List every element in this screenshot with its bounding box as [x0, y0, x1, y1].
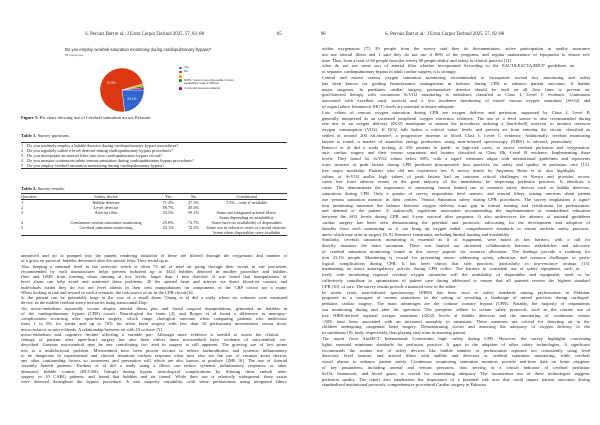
left-running-head: S. Pervaiz Butt et al.: J Extra Corpor Technol 2025, 57, 82–88: [85, 32, 205, 37]
text-line-content: tive major morbidity. Patients who did not experience low A survey article by Anyanwu Rutto et al. also highlights: [322, 167, 575, 173]
text-line-content: standardized institutional protocols, comprehensive procedural Cardiac surgery in Pakistan.: [322, 382, 487, 388]
chart-legend: [179, 66, 234, 91]
text-line-content: device. in the middle cerebral artery territories using transcranial Dop-: [21, 300, 148, 306]
text-line-content: micro-infarcts or micro-bleeds. A relationship between air with 10 or more [5].: [21, 326, 163, 332]
text-line-content: described. Gaseous microemboli may be one contributing fac- ated in surgery is still apparent. The growing use of low prime: [21, 342, 288, 348]
safety-device: Continuous venous saturation monitoring: [70, 220, 142, 225]
text-line-content: lactate is found, a marker of anaerobic energy production. using near-infrared spectroscopy (NIRS) is advised, particularly: [322, 138, 572, 144]
pie-data-label: 23.1%: [127, 96, 137, 101]
pie-chart-figure: [63, 46, 239, 114]
left-page-number: 85: [277, 32, 282, 37]
column-header: Question: [21, 194, 57, 200]
text-line-content: detectors, level sensors, and arterial filters with audible and detectors or cerebral saturation monitoring, while cerebral: [322, 353, 590, 359]
text-line-content: Similarly, cerebral saturation monitoring is essential as it of equipment, were noted as key barriers, with a call for: [322, 237, 591, 243]
text-line-content: oxygen consumption (VO2). If DO2 falls below a critical value, levels and prevent air from entering the circuit, classified as: [322, 127, 591, 133]
text-line-content: major surgeries. In paediatric cardiac surgery, perioperative detector should be used on all flow lines to prevent air: [322, 86, 590, 92]
text-line-content: surgery in 10 CABG patients, and found that bubbles and air tioned. While their use is relatively widespread, there exists: [21, 373, 287, 379]
text-line-content: maintaining an intact autoregulatory activity during CPB collec- The barriers to consistent use of safety equipment, such as: [322, 266, 580, 272]
text-line-content: Air micro-embolism reportedly occurs despite arterial filters pler and found surgical manipulations, generated air bubbles in: [21, 305, 288, 311]
no-percent: 72.7%: [188, 220, 200, 225]
column-header: Yes: [155, 194, 180, 200]
empty-cell: [21, 230, 57, 235]
text-line-content: The report from AmSECT International Consortium high- safety during CPB. However, the survey highlights concerning: [322, 336, 591, 341]
text-line-content: Also keeping a minimal level in the reservoir which is often 73 ml of total air going through their circuit in one procedure,: [21, 263, 288, 269]
text-line-content: flow and GME from forming when running at low levels. larger than 1 mm detected. It was found that manipulations of: [21, 274, 287, 279]
text-line-content: centage of patients after open-heart surgery has also been effects these microemboli have, evidence of microemboli cre-: [21, 337, 287, 342]
conditional-note: Some use in selective cases of carotid stenosis.: [206, 225, 287, 230]
text-line-content: of organ failure. hematocrit (HCT) levels are essential to ensure adequate: [322, 104, 454, 109]
text-line-content: recommended by each manufacturer helps prevent turbulent up to 3424 bubbles detected in another procedure and bubbles: [21, 268, 287, 274]
text-line-content: to be dangerous in experimental and clinical situations without response often now also see the use of vacuum assist devices: [21, 352, 287, 358]
text-line-content: benefits from such monitoring as it can bring up oxygen imbal- comprehensive standards to ensure uniform safety practices.: [322, 225, 590, 231]
legend-label: NIRS. Some times disposable probes availability make it difficult: [184, 77, 234, 86]
text-line-content: saturations during CPB. Only a quarter of survey respondents level sensors, and arterial filters, raising concerns about patient: [322, 191, 591, 196]
question-text: Do you routinely employ a bubble detector during cardiopulmonary bypass procedures?: [27, 143, 179, 148]
text-line-content: use venous saturation monitor in their centres. Venous Saturation safety during CPB procedures. The survey emphasizes a signif-: [322, 196, 591, 202]
survey-questions-table: [21, 142, 287, 169]
text-line-content: come free from adverse events in the great majority of the mendations for improving perfusion practices. It identifies a: [322, 179, 590, 185]
text-line-content: certainly benefit patients. Furthers et al did a study using a filters can reduce systemic inflammatory responses or other: [21, 363, 287, 369]
text-line-content: atric cardiac surgery and their venous saturations and lactates classified as Class IIb, Level B evidence. Implementing these: [322, 150, 591, 156]
text-line-content: any other confounding factors so awareness and prevention will which are also known to produce GME [6]. The use of Arterial: [21, 358, 288, 363]
text-line-content: ultrasonic bubble counter (BCC300, Gampt) during bypass neurological complications by filtering these emboli men-: [21, 368, 287, 374]
text-line-content: Central and mixed venous oxygen saturation monitoring recommended to incorporate several key monitoring and safety: [322, 75, 591, 80]
legend-item: [179, 87, 234, 91]
text-line-content: ances which may arise in surgery [8, 9]. Resource constraints, including limited funding and availability: [322, 231, 510, 237]
text-line-content: recommends the routine use of safety devices like bubble number of perfusionists reported not consistently using level: [322, 347, 591, 353]
text-line-content: icant increase of peak lactate during CPB predicted postoperative best practices for safety and quality in perfusion care [12].: [322, 162, 590, 167]
text-line-content: complications occurring after open-heart surgery, which range chological outcome when comparing patients who underwent: [21, 316, 287, 321]
yes-percent: 69.7%: [162, 205, 174, 210]
text-line-content: individuals stated they do not use level alarms in their cent manipulations on components of the CBP circuit are a major: [21, 284, 287, 290]
text-line-content: unnoticed and air is pumped into the patient rendering initiation of these are filtered through the oxygenator and number of: [21, 253, 288, 258]
safety-device: Cerebral saturation monitoring: [79, 225, 133, 230]
text-line-content: cardiac surgery has been seen demonstrating the potential and protocols, advocating for the development and adoption of: [322, 220, 590, 225]
legend-label: In Carotid stenosis patients: [184, 85, 221, 90]
empty-cell: [181, 230, 206, 235]
text-line-content: tion 23.1% people. Monitoring is crucial for preventing neuro- addressing safety, education, and resource challenges in perfu-: [322, 254, 591, 260]
text-line-content: micro-embolism and cognitive decline affecting a variable per- Although more evidence is needed to assess the clinical: [21, 331, 279, 337]
text-line-content: collectively contribute to optimization of patient care during addressed to ensure that all patients receive the highest standard: [322, 278, 590, 283]
right-page-number: 86: [321, 32, 326, 37]
conditional-note: Some depending on availability: [219, 215, 274, 220]
no-percent: 30.3%: [188, 205, 200, 210]
no-percent: 59.1%: [188, 210, 200, 215]
figure-caption-label: Figure 5.: [21, 115, 39, 120]
text-line-content: When looking at risk and reward in such a scenario, the risk source of air in the CPB circuit [6].: [21, 289, 194, 295]
legend-label: No: [184, 69, 188, 74]
text-line-content: of key parameters, including arterial and venous pressures, tion, serving as a crucial indicator of cerebral perfusion: [322, 365, 590, 370]
text-line-content: tively with monitoring regional cerebral oxygen saturation will the availability of disposables and equipment, need to be: [322, 272, 590, 278]
text-line-content: generally interpreted as an increased peripheral oxygen extraction evidence. The use of a level sensor is also recommended during: [322, 115, 591, 121]
table-row: [21, 230, 287, 235]
text-line-content: associated with excellent early survival and a low incidence monitoring of mixed venous oxygen saturation (SvO2) and: [322, 98, 591, 104]
text-line-content: were detected throughout the bypass procedure. A vast majority variability, with some perfusionists using integrated filters: [21, 379, 287, 384]
text-line-content: tive NIRS-derived regional oxygen saturation (rSO2) levels of bubble detectors and the monitoring of continuous venous: [322, 312, 591, 318]
question-number: 1: [21, 200, 24, 205]
text-line-content: level alarm can help avoid and minimise these problems. 20 the opened heart and arteries via direct blood-air contact, and: [21, 279, 288, 285]
yes-percent: 25.8%: [162, 220, 174, 225]
empty-cell: [57, 230, 156, 235]
text-line-content: logical complications during CPB. It has been shown that sion practices, particularly in low-resource settings [13].: [322, 260, 591, 266]
text-line: [21, 379, 287, 385]
table2-label: Table 2.: [21, 186, 37, 191]
chart-subtitle: 65 responses: [65, 53, 84, 57]
yes-percent: 71.2%: [162, 200, 174, 205]
question-text: Do you regularly utilize a level detector during cardiopulmonary bypass procedures?: [27, 148, 173, 153]
conditional-note: Some use integrated arterial filters.: [216, 210, 277, 215]
text-line-content: levels. They found for ScVO2 values below 68%, with a signif- measures aligns with international guidelines and represents: [322, 156, 590, 162]
question-number: 4: [21, 220, 24, 225]
table-row: [21, 163, 287, 168]
text-line-content: rate due to an oxygen delivery (DO2) inadequate to sustain the procedures utilizing a (hard-shell) reservoir to monitor reservoir: [322, 121, 591, 127]
text-line-content: ous monitoring during and after the operation. The preopera- adhere to certain safety protocols, such as the routine use of: [322, 307, 591, 312]
text-line-content: within oxygenators [7]. 39 people from the survey said they do documentation, active participation in quality assurance: [322, 46, 590, 51]
text-line-content: and demand of the patient. A statistically significant association recommending the implementation of standardized education: [322, 208, 591, 214]
text-line-content: values of ScVO2 and/or high values of peak lactate had an outcome critical challenges in Kenya and provides recom-: [322, 173, 591, 179]
yes-percent: 33.3%: [162, 210, 174, 215]
text-line-content: CPB [10]. of care. The survey results provide a nuanced view of the adher-: [322, 283, 457, 289]
column-header: No: [181, 194, 206, 200]
empty-cell: [155, 230, 180, 235]
safety-device: Arterial filter: [94, 210, 118, 215]
yes-percent: 23.1%: [162, 225, 174, 230]
question-number: 5: [21, 225, 24, 230]
text-line-content: not use arterial filters and 1 said they do not use it 80% of the programs, and regular maintenance of equipment to ensure reli-: [322, 51, 591, 57]
text-line-content: Low values of venous oxygen saturation during CPB are oxygen delivery and perfusion, supported by Class I, Level B: [322, 109, 590, 115]
text-line-content: perfusion quality. The report also emphasizes the importance of a potential risk area that could impact patient outcomes during: [322, 376, 590, 382]
safety-device: Bubble detector: [92, 200, 120, 205]
question-number: 2: [21, 148, 24, 153]
table1-label: Table 1.: [21, 133, 37, 138]
text-line-content: <50% have been associated with an increased mortality in saturation. These measures are critical for detecting air in the: [322, 318, 590, 324]
legend-color-swatch: [179, 71, 182, 74]
text-line-content: has been known for guiding hemodynamic management in features during CPB to enhance patient outcomes. A bubble: [322, 80, 591, 86]
no-percent: 27.3%: [188, 200, 200, 205]
text-line: [322, 382, 590, 388]
text-line-content: of cerebral saturation monitoring found in this survey popula- for resource allocation. The findings provide a roadmap for: [322, 249, 591, 254]
question-text: Do you employ cerebral saturation monitoring during cardiopulmonary bypass?: [27, 163, 165, 168]
table1-title: Survey questions.: [37, 133, 71, 138]
text-line-content: directly monitors the brain saturation. There was limited use increased collaboration between stakeholders and advocacy: [322, 243, 590, 249]
table2-title: Survey results.: [37, 186, 65, 191]
text-line-content: to the patient can be potentially huge at the cost of a small alarm Chung et al did a study where air volumes were measured: [21, 295, 288, 300]
text-line-content: proposed as a surrogate of venous saturations in the setting of revealing a landscape of mixed practices during cardiopul-: [322, 295, 590, 301]
conditional-note: Some when disposables were available: [213, 230, 281, 235]
text-line-content: SvO2, hematocrit, and blood gases, is crucial for maintaining adequacy. The inconsistent use of these technologies suggests: [322, 370, 590, 376]
text-line-content: or separate. cardiopulmonary bypass in adult cardiac surgery, it is strongly: [322, 69, 456, 75]
text-line-content: lights essential minimum standards for perfusion practice. It gaps in the adoption of other safety technologies. A significant: [322, 341, 590, 347]
safety-device: Level detector: [93, 205, 119, 210]
text-line-content: tors to a multifactorial problem. Microemboli have been proven circuits to reduce haemodilution and systemic inflammatory: [21, 347, 288, 353]
text-line-content: children undergoing congenital heart surgery. Demonstrating circuit and assessing the adequacy of oxygen delivery to the: [322, 324, 590, 330]
no-percent: 72.3%: [188, 225, 200, 230]
question-number: 3: [21, 153, 24, 158]
question-number: 3: [21, 210, 24, 215]
figure-caption-text: Pie chart showing use of Cerebral saturation across Pakistan.: [39, 115, 152, 120]
survey-results-table: [21, 193, 287, 236]
pie-data-label: 72.3%: [106, 80, 116, 85]
text-line-content: goal-directed therapy with continuous ScVO2 monitoring is embolism, classified as Class I, Level C evidence. Continuous: [322, 92, 591, 98]
legend-color-swatch: [179, 79, 182, 82]
text-line-content: cases. This demonstrates the importance of measuring venous limited use of essential safety devices such as bubble detectors,: [322, 185, 591, 191]
text-line-content: time. Thus, from a total of 66 people from the survey 60 people ability and safety in clinical practice [11].: [322, 57, 513, 63]
text-line-content: visual alarms to enhance patient safety. Continuous monitoring saturation monitors provide real-time data on brain oxygena-: [322, 359, 591, 365]
text-line-content: often do not use some sort of arterial filter whether incorporated According to the EACTS/EACTA/EBCP guidelines on: [322, 63, 575, 69]
text-line-content: tion monitoring measures the balance between oxygen delivery icant gap in formal training and certification for perfusionists,: [322, 202, 591, 208]
table1-caption: [21, 133, 70, 138]
legend-label: Yes: [184, 65, 189, 69]
text-line-content: In recent years, near-infrared spectroscopy (NIRS) has been ence to safety standards among perfusionists in Pakistan,: [322, 289, 591, 295]
question-text: Do you monitor continuous inline venous saturation during cardiopulmonary bypass procedures?: [27, 158, 194, 163]
column-header: Conditional: [206, 194, 287, 200]
text-line-content: of a gross air protocol. bubbles decreased after the arterial filter. They found up to: [21, 258, 169, 264]
legend-color-swatch: [179, 87, 182, 90]
question-number: 4: [21, 158, 24, 163]
chart-title: Do you employ cerebral saturation monitoring during cardiopulmonary bypass?: [65, 47, 212, 52]
pie-slice-yes: [122, 90, 144, 112]
legend-color-swatch: [179, 75, 182, 78]
text-line-content: pediatric cardiac surgery. The main advantages are the continu- monary bypass (CPB). Notably, the majority of respondents: [322, 301, 590, 307]
column-header: Safety device: [57, 194, 156, 200]
conditional-note: 1.5% – only if available: [226, 200, 268, 205]
right-running-head: S. Pervaiz Butt et al.: J Extra Corpor Technol 2025, 57, 82–88: [385, 32, 505, 37]
text-line-content: Ranucci et al did a study looking at 256 patients in paedi- in high-risk cases, to assess cerebral perfusion and oxygenation,: [322, 144, 590, 150]
text-line-content: between the SO2 levels during CPB and 3-year survival after programs. It also underscores the absence of national guidelines: [322, 214, 591, 220]
question-number: 2: [21, 205, 24, 210]
legend-color-swatch: [179, 67, 182, 70]
question-number: 1: [21, 143, 24, 148]
text-line-content: settled at around 200 mL/min/m², a progressive increase of blood Class I, Level C evidence. Additionally, cerebral monitoring: [322, 133, 591, 138]
text-line-content: from 1 to 6% for stroke and up to 76% for silent brain surgery with less than 10 perfusionist interventions versus those: [21, 321, 287, 327]
figure-caption: [21, 115, 152, 120]
question-text: Do you incorporate an arterial filter into your cardiopulmonary bypass circuit?: [27, 153, 163, 158]
text-line-content: its usefulness [9]. body, respectively, thus playing vital roles in ensuring patient: [322, 330, 466, 336]
table2-caption: [21, 186, 65, 191]
question-number: 5: [21, 163, 24, 168]
conditional-note: Some have no availability of disposables: [211, 220, 282, 225]
text-line-content: of the cardiopulmonary bypass (CPB) circuit. Neurological the brain [4], and Borger et al found a difference in neuropsy-: [21, 310, 287, 316]
